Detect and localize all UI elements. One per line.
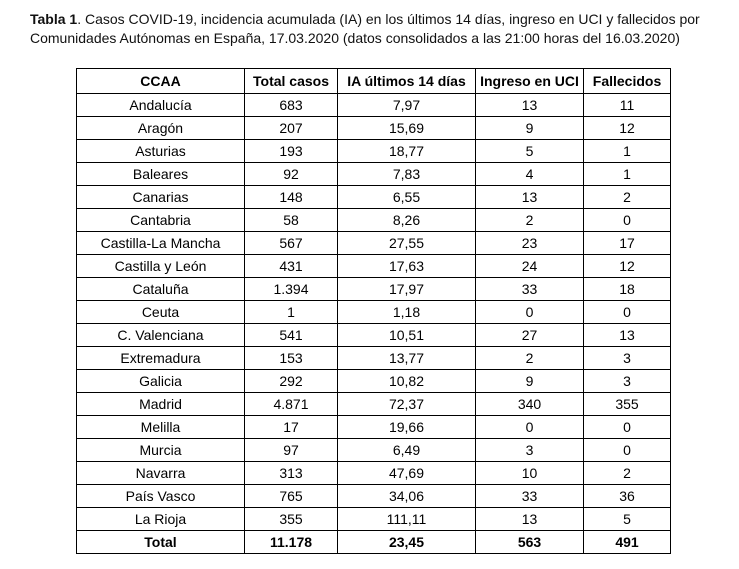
cell-total-casos: 765 [245,485,338,508]
cell-ia-14-dias: 13,77 [338,347,476,370]
cell-ccaa: Asturias [77,140,245,163]
cell-ccaa: Cataluña [77,278,245,301]
cell-total-casos: 17 [245,416,338,439]
table-row [77,255,671,278]
cell-fallecidos: 2 [584,186,671,209]
table-caption [30,10,725,48]
cell-fallecidos: 13 [584,324,671,347]
table-row [77,94,671,117]
cell-total-casos: 567 [245,232,338,255]
cell-ccaa: Murcia [77,439,245,462]
cell-ccaa: Aragón [77,117,245,140]
cell-fallecidos: 1 [584,163,671,186]
cell-fallecidos: 1 [584,140,671,163]
table-row [77,301,671,324]
cell-ingreso-uci: 0 [476,301,584,324]
table-row [77,324,671,347]
cell-total-casos: 58 [245,209,338,232]
total-fallecidos: 491 [584,531,671,554]
cell-ingreso-uci: 24 [476,255,584,278]
cell-total-casos: 153 [245,347,338,370]
cell-ccaa: Ceuta [77,301,245,324]
cell-ingreso-uci: 13 [476,94,584,117]
cell-fallecidos: 2 [584,462,671,485]
cell-fallecidos: 3 [584,370,671,393]
cell-ccaa: Andalucía [77,94,245,117]
cell-total-casos: 1.394 [245,278,338,301]
cell-ingreso-uci: 13 [476,508,584,531]
cell-total-casos: 148 [245,186,338,209]
cell-ccaa: Baleares [77,163,245,186]
cell-fallecidos: 12 [584,117,671,140]
cell-ia-14-dias: 34,06 [338,485,476,508]
cell-ia-14-dias: 15,69 [338,117,476,140]
cell-fallecidos: 0 [584,439,671,462]
cell-total-casos: 541 [245,324,338,347]
cell-ccaa: Castilla y León [77,255,245,278]
cell-ia-14-dias: 18,77 [338,140,476,163]
table-row [77,209,671,232]
cell-total-casos: 292 [245,370,338,393]
cell-total-casos: 97 [245,439,338,462]
cell-ccaa: Canarias [77,186,245,209]
cell-total-casos: 1 [245,301,338,324]
table-row [77,117,671,140]
cell-ingreso-uci: 2 [476,209,584,232]
caption-label: Tabla 1 [30,11,78,27]
header-ccaa: CCAA [77,69,245,94]
cell-fallecidos: 12 [584,255,671,278]
table-row [77,416,671,439]
cell-ia-14-dias: 47,69 [338,462,476,485]
table-row [77,163,671,186]
table-row [77,278,671,301]
total-label: Total [77,531,245,554]
cell-total-casos: 431 [245,255,338,278]
table-row [77,508,671,531]
covid-table [76,68,671,554]
cell-ia-14-dias: 27,55 [338,232,476,255]
cell-ingreso-uci: 0 [476,416,584,439]
cell-total-casos: 92 [245,163,338,186]
table-row [77,485,671,508]
cell-fallecidos: 0 [584,209,671,232]
cell-ccaa: Madrid [77,393,245,416]
total-total-casos: 11.178 [245,531,338,554]
cell-ia-14-dias: 111,11 [338,508,476,531]
table-row [77,393,671,416]
cell-ia-14-dias: 72,37 [338,393,476,416]
cell-ingreso-uci: 33 [476,485,584,508]
table-row [77,232,671,255]
cell-ia-14-dias: 6,55 [338,186,476,209]
cell-total-casos: 355 [245,508,338,531]
table-row [77,186,671,209]
cell-ingreso-uci: 340 [476,393,584,416]
cell-ia-14-dias: 8,26 [338,209,476,232]
cell-fallecidos: 36 [584,485,671,508]
cell-ia-14-dias: 19,66 [338,416,476,439]
cell-ccaa: Melilla [77,416,245,439]
cell-fallecidos: 5 [584,508,671,531]
cell-ia-14-dias: 1,18 [338,301,476,324]
cell-ingreso-uci: 10 [476,462,584,485]
caption-text: . Casos COVID-19, incidencia acumulada (IA) en los últimos 14 días, ingreso en UCI y fallecidos por Comunidades Autónomas en España, 17.03.2020 (datos consolidados a las 21:00 horas del 16.03.2020) [30,11,700,46]
cell-total-casos: 683 [245,94,338,117]
cell-ia-14-dias: 17,63 [338,255,476,278]
cell-fallecidos: 17 [584,232,671,255]
table-row [77,370,671,393]
cell-ingreso-uci: 33 [476,278,584,301]
cell-ia-14-dias: 7,83 [338,163,476,186]
table-row [77,140,671,163]
cell-fallecidos: 0 [584,416,671,439]
cell-total-casos: 4.871 [245,393,338,416]
cell-ingreso-uci: 3 [476,439,584,462]
cell-ingreso-uci: 13 [476,186,584,209]
total-ia-14-dias: 23,45 [338,531,476,554]
cell-ccaa: Galicia [77,370,245,393]
cell-ia-14-dias: 17,97 [338,278,476,301]
cell-ccaa: País Vasco [77,485,245,508]
cell-fallecidos: 11 [584,94,671,117]
cell-total-casos: 313 [245,462,338,485]
header-row [77,69,671,94]
cell-total-casos: 193 [245,140,338,163]
cell-total-casos: 207 [245,117,338,140]
cell-ia-14-dias: 6,49 [338,439,476,462]
cell-fallecidos: 355 [584,393,671,416]
cell-fallecidos: 0 [584,301,671,324]
cell-ia-14-dias: 10,82 [338,370,476,393]
total-ingreso-uci: 563 [476,531,584,554]
header-fallecidos: Fallecidos [584,69,671,94]
table-row [77,347,671,370]
cell-ingreso-uci: 5 [476,140,584,163]
cell-ccaa: Extremadura [77,347,245,370]
cell-ccaa: La Rioja [77,508,245,531]
cell-ingreso-uci: 4 [476,163,584,186]
header-ia-14-dias: IA últimos 14 días [338,69,476,94]
header-total-casos: Total casos [245,69,338,94]
header-ingreso-uci: Ingreso en UCI [476,69,584,94]
table-row [77,439,671,462]
cell-ia-14-dias: 7,97 [338,94,476,117]
cell-ingreso-uci: 9 [476,370,584,393]
total-row [77,531,671,554]
cell-ingreso-uci: 23 [476,232,584,255]
cell-ccaa: Cantabria [77,209,245,232]
cell-fallecidos: 18 [584,278,671,301]
cell-ingreso-uci: 2 [476,347,584,370]
cell-fallecidos: 3 [584,347,671,370]
cell-ia-14-dias: 10,51 [338,324,476,347]
table-row [77,462,671,485]
cell-ccaa: Navarra [77,462,245,485]
cell-ccaa: C. Valenciana [77,324,245,347]
cell-ingreso-uci: 9 [476,117,584,140]
cell-ccaa: Castilla-La Mancha [77,232,245,255]
cell-ingreso-uci: 27 [476,324,584,347]
